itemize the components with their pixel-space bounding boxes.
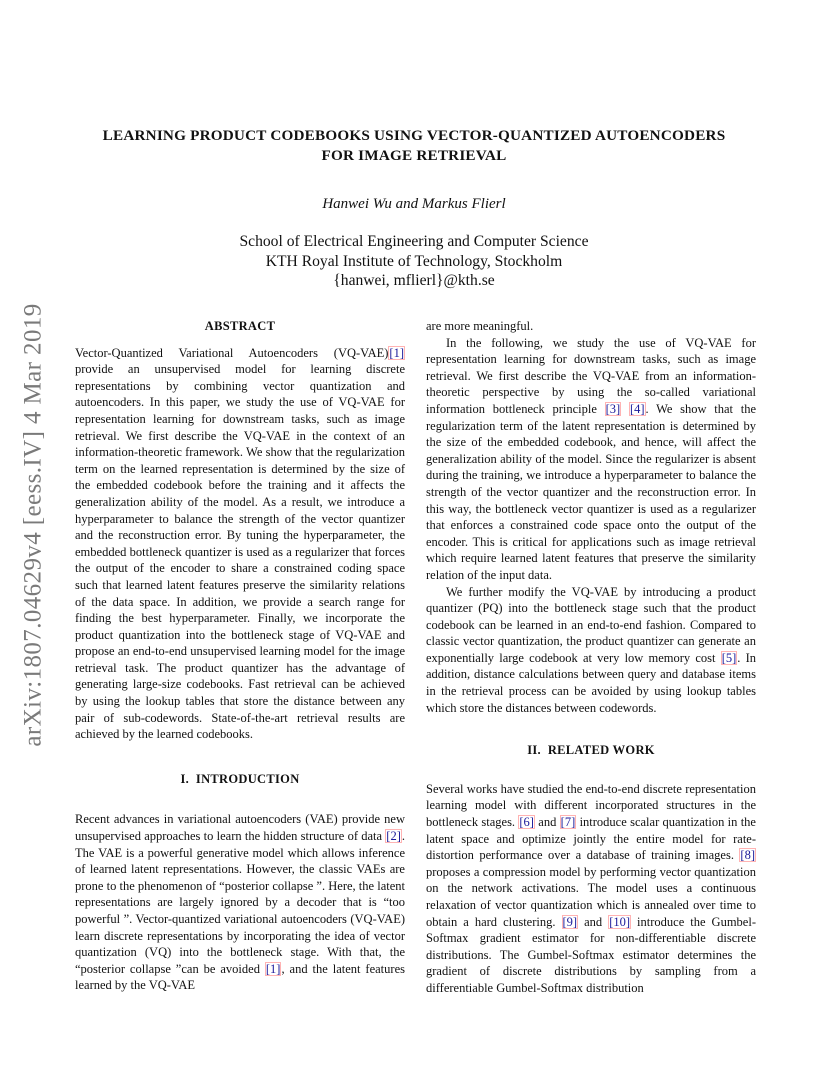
abstract-text-part: provide an unsupervised model for learning discrete representations by combining vector quantization and autoencoders. In this paper, we study the use of VQ-VAE for representation learning for downstream tasks, such as image retrieval. We first describe the VQ-VAE in the context of an information-theoretic framework. We show that the regularization term on the learned representation is determined by the size of the embedded codebook before the training and it affects the generalization ability of the model. As a result, we introduce a hyperparameter to balance the strength of the vector quantizer and the reconstruction error. By tuning the hyperparameter, the embedded bottleneck quantizer is used as a regularizer that forces the output of the encoder to share a constrained coding space such that learned latent features preserve the similarity relations of the data space. In addition, we provide a search range for finding the best hyperparameter. Finally, we incorporate the product quantization into the bottleneck stage of VQ-VAE and propose an end-to-end unsupervised learning model for the image retrieval task. The product quantizer has the advantage of generating large-size codebooks. Fast retrieval can be achieved by using the lookup tables that store the distance between any pair of sub-codewords. State-of-the-art retrieval results are achieved by the learned codebooks. <box>75 362 405 742</box>
paper-header <box>0 126 828 291</box>
citation-link[interactable]: [4] <box>629 401 645 416</box>
affiliation-line-1: School of Electrical Engineering and Computer Science <box>239 233 589 250</box>
related-text-part: introduce the Gumbel-Softmax gradient estimator for non-differentiable discrete distributions. The Gumbel-Softmax estimator determines the gradient of discrete distributions by sampling from a differentiable Gumbel-Softmax distribution <box>426 914 756 995</box>
abstract-text-part: Vector-Quantized Variational Autoencoders (VQ-VAE) <box>75 345 389 360</box>
citation-link[interactable]: [1] <box>265 961 281 976</box>
section-number: II. <box>527 743 541 758</box>
citation-link[interactable]: [10] <box>609 914 631 929</box>
citation-link[interactable]: [5] <box>721 650 737 665</box>
title-line-2: FOR IMAGE RETRIEVAL <box>321 147 507 164</box>
introduction-heading <box>75 771 405 788</box>
intro-paragraph-3 <box>426 584 756 717</box>
affiliation <box>0 232 828 291</box>
citation-link[interactable]: [7] <box>560 815 576 830</box>
section-title: RELATED WORK <box>547 743 655 758</box>
right-column <box>426 318 756 997</box>
citation-link[interactable]: [2] <box>386 829 401 844</box>
related-work-paragraph <box>426 781 756 997</box>
intro-text-part: . The VAE is a powerful generative model which allows inference of learned latent representations. However, the classic VAEs are prone to the phenomenon of “posterior collapse ”. Here, the latent representations are largely ignored by a decoder that is “too powerful ”. Vector-quantized variational autoencoders (VQ-VAE) learn discrete representations by incorporating the idea of vector quantization (VQ) into the bottleneck stage. With that, the “posterior collapse ”can be avoided <box>75 829 405 976</box>
citation-link[interactable]: [8] <box>740 848 755 863</box>
abstract-text <box>75 345 405 743</box>
intro-paragraph-2 <box>426 335 756 584</box>
citation-link[interactable]: [1] <box>389 345 404 360</box>
intro-text-part: In the following, we study the use of VQ-VAE for representation learning for downstream tasks, such as image retrieval. We first describe the VQ-VAE from an information-theoretic perspective by using the so-called variational information bottleneck principle <box>426 335 756 416</box>
citation-link[interactable]: [3] <box>605 401 621 416</box>
intro-text-part: Recent advances in variational autoencoders (VAE) provide new unsupervised approaches to learn the hidden structure of data <box>75 812 405 844</box>
arxiv-id: arXiv:1807.04629v4 [eess.IV] 4 Mar 2019 <box>20 303 47 747</box>
citation-link[interactable]: [6] <box>519 815 534 830</box>
conjunction: and <box>534 815 560 830</box>
intro-continuation: are more meaningful. <box>426 319 534 333</box>
intro-text-part: , and the latent features learned by the VQ-VAE <box>75 961 405 993</box>
arxiv-stamp <box>14 285 54 765</box>
space <box>621 402 629 416</box>
intro-text-part: . In addition, distance calculations between query and database items in the retrieval process can be avoided by using lookup tables which store the distances between codewords. <box>426 650 756 715</box>
related-text-part: proposes a compression model by performing vector quantization on the network activations. The model uses a continuous relaxation of vector quantization which is annealed over time to obtain a hard clustering. <box>426 864 756 929</box>
introduction-paragraph <box>75 811 405 994</box>
related-text-part: introduce scalar quantization in the latent space and optimize jointly the entire model for rate-distortion performance over a database of training images. <box>426 815 756 863</box>
intro-text-part: . We show that the regularization term of the latent representation is determined by the size of the embedded codebook, and hence, will affect the generalization ability of the model. Since the regularizer is absent during the training, we introduce a hyperparameter to balance the strength of the vector quantizer and the reconstruction error. In this way, the bottleneck vector quantizer is used as a regularizer that enforces a constrained code space onto the output of the encoder. This is critical for applications such as image retrieval which require learned latent features that preserve the similarity relation of the input data. <box>426 401 757 582</box>
left-column <box>75 318 405 994</box>
paper-title <box>0 126 828 166</box>
abstract-heading: ABSTRACT <box>204 319 276 333</box>
affiliation-line-2: KTH Royal Institute of Technology, Stockholm <box>265 252 563 270</box>
affiliation-email: {hanwei, mflierl}@kth.se <box>333 272 495 289</box>
authors: Hanwei Wu and Markus Flierl <box>322 196 506 212</box>
citation-link[interactable]: [9] <box>562 914 578 929</box>
related-work-heading <box>426 742 756 759</box>
section-number: I. <box>180 771 190 786</box>
related-text-part: Several works have studied the end-to-end discrete representation learning model with different incorporated structures in the bottleneck stages. <box>426 781 756 830</box>
intro-text-part: We further modify the VQ-VAE by introducing a product quantizer (PQ) into the bottleneck stage such that the product codebook can be learned in an end-to-end fashion. Compared to classic vector quantization, the product quantizer can generate an exponentially large codebook at very low memory cost <box>426 584 756 665</box>
title-line-1: LEARNING PRODUCT CODEBOOKS USING VECTOR-QUANTIZED AUTOENCODERS <box>102 127 726 144</box>
section-title: INTRODUCTION <box>195 771 300 786</box>
conjunction: and <box>578 914 609 929</box>
